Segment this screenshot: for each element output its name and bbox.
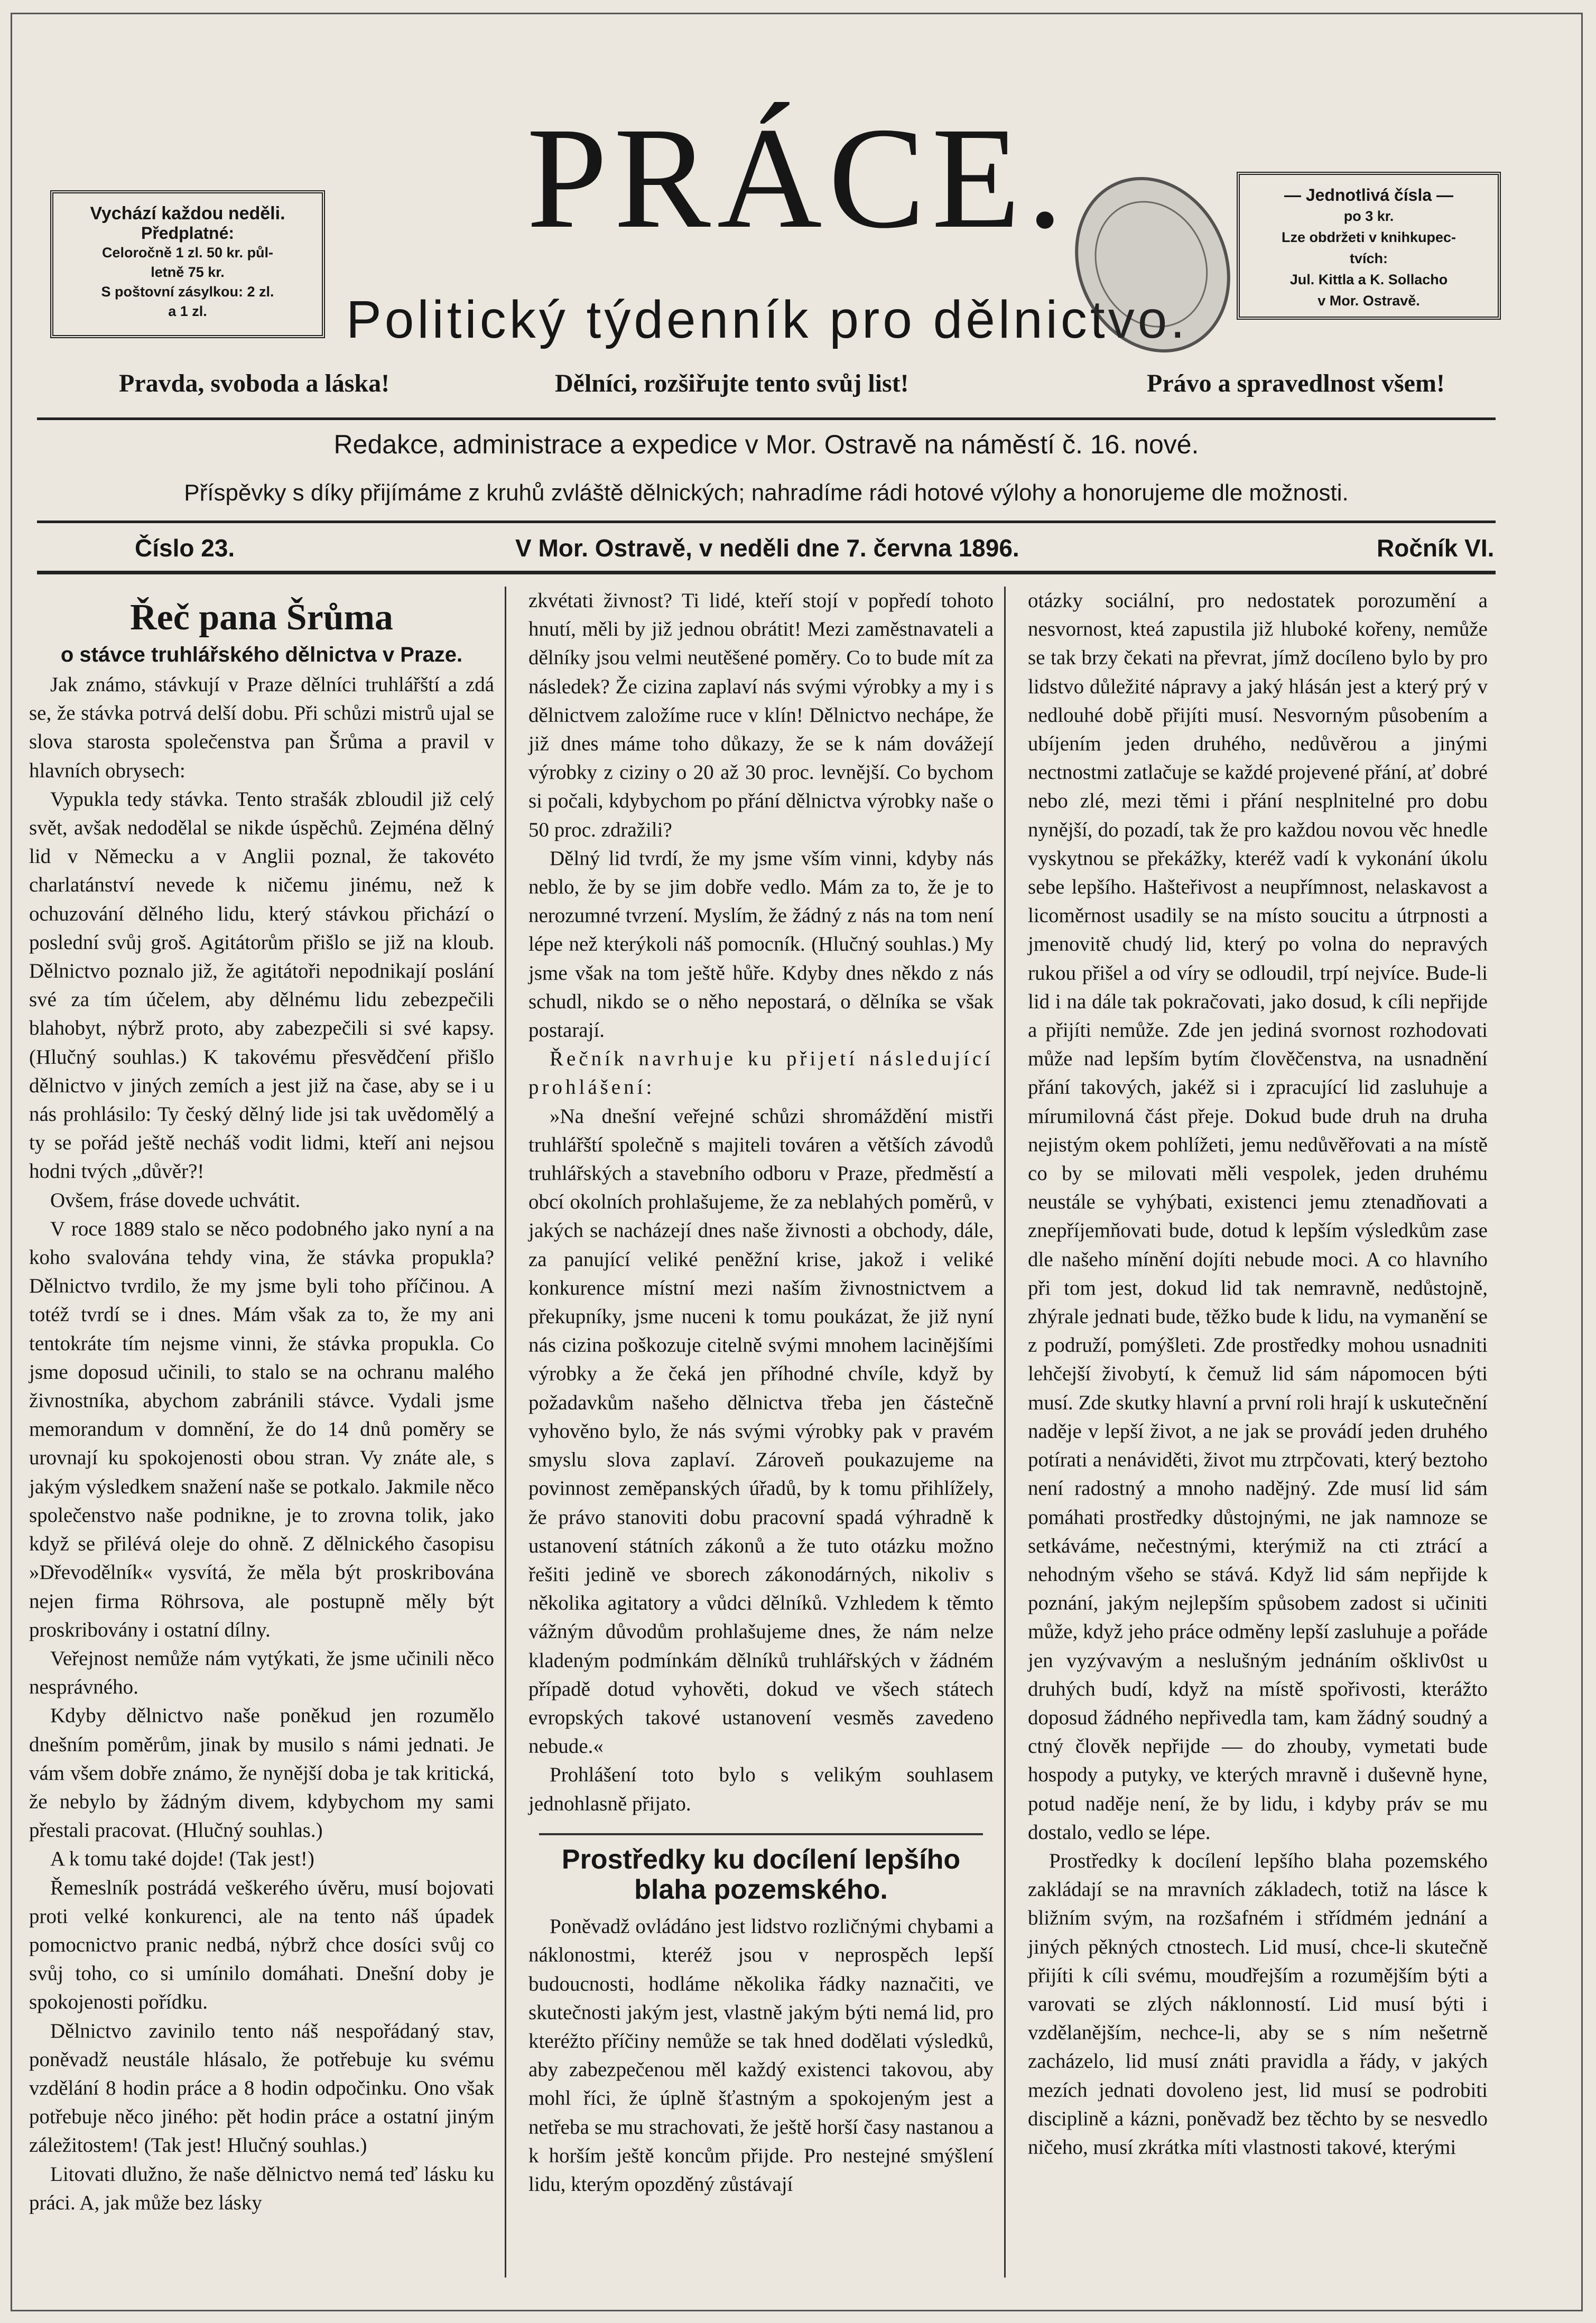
article-paragraph: Dělnictvo zavinilo tento náš nespořádaný stav, poněvadž neustále hlásalo, že potřebuje ku svému vzdělání 8 hodin práce a 8 hodin odpočinku. Ono však potřebuje něco jiného: pět hodin práce a ostatní jiným záležitostem! (Tak jest! Hlučný souhlas.) [29, 2019, 494, 2157]
article-paragraph: A k tomu také dojde! (Tak jest!) [50, 1847, 314, 1871]
article-paragraph: Prostředky k docílení lepšího blaha pozemského zakládají se na mravních základech, totiž na lásce k bližním svým, na rozšafném i střídmém jednání a jiných pěkných ctnostech. Lid musí, chce-li skutečně přijíti k cíli svému, moudřejším a rozumějším býti a varovati se zlých náklonností. Lid musí býti i vzdělanějším, nechce-li, aby se s ním nešetrně zacházelo, lid musí znáti pravidla a řády, v jakých mezích jednati dovoleno jest, lid musí se podrobiti disciplině a kázni, poněvadž bez těchto by se nesvedlo ničeho, musí zkrátka míti vlastnosti takové, kterými [1028, 1849, 1488, 2159]
article-paragraph: V roce 1889 stalo se něco podobného jako nyní a na koho svalována tehdy vina, že stávka propukla? Dělnictvo tvrdilo, že my jsme byli toho příčinou. A totéž tvrdí se i dnes. Mám však za to, že my ani tentokráte tím nejsme vinni, že stávka propukla. Co jsme doposud učinili, to stalo se na ochranu malého živnostníka, abychom zabránili stávce. Vydali jsme memorandum v domnění, že do 14 dnů poměry se urovnají ku spokojenosti obou stran. Vy znáte ale, s jakým výsledkem snažení naše se potkalo. Jakmile něco společenstvo naše podnikne, je to zrovna tolik, jako když se přilévá oleje do ohně. Z dělnického časopisu »Dřevodělník« vysvítá, že měla být proskribována nejen firma Röhrsova, ale postupně měly být proskribovány i ostatní dílny. [29, 1217, 494, 1641]
article-subtitle: o stávce truhlářského dělnictva v Praze. [60, 643, 463, 666]
dateline-rule-top [37, 521, 1496, 523]
article-paragraph: Litovati dlužno, že naše dělnictvo nemá teď lásku ku práci. A, jak může bez lásky [29, 2162, 494, 2214]
column-separator [1004, 587, 1006, 2278]
editorial-address: Redakce, administrace a expedice v Mor. Ostravě na náměstí č. 16. nové. [333, 430, 1199, 459]
subscription-line: letně 75 kr. [151, 264, 225, 280]
subscription-line: S poštovní zásylkou: 2 zl. [101, 284, 274, 300]
masthead-subtitle: Politický týdenník pro dělnictvo. [346, 290, 1189, 349]
single-copy-line: v Mor. Ostravě. [1317, 293, 1420, 309]
subscription-line: Celoročně 1 zl. 50 kr. půl- [101, 245, 274, 261]
header-rule [37, 417, 1496, 420]
article-paragraph: Ovšem, fráse dovede uchvátit. [50, 1188, 301, 1212]
article-paragraph: Dělný lid tvrdí, že my jsme vším vinni, kdyby nás neblo, že by se jim dobře vedlo. Mám za to, že je to nerozumné tvrzení. Myslím, že žádný z nás na tom není lépe než kterýkoli náš pomocník. (Hlučný souhlas.) My jsme však na tom ještě hůře. Kdyby dnes někdo z nás schudl, nikdo se o něho nepostará, o dělníka se však postarají. [528, 847, 994, 1042]
article-title: Prostředky ku docílení lepšího blaha pozemského. [561, 1844, 961, 1905]
single-copy-line: — Jednotlivá čísla — [1284, 185, 1454, 205]
slogan-right: Právo a spravedlnost všem! [1147, 369, 1445, 397]
issue-number: Číslo 23. [135, 534, 235, 562]
subscription-line: Vychází každou neděli. [90, 203, 285, 224]
article-paragraph: Řečník navrhuje ku přijetí následující prohlášení: [528, 1047, 994, 1099]
article-paragraph: Kdyby dělnictvo naše poněkud jen rozumělo dnešním poměrům, jinak by musilo s námi jednati. Je vám všem dobře známo, že nynější doba je tak kritická, že nebylo by žádným divem, kdybychom my sami přestali pracovat. (Hlučný souhlas.) [29, 1704, 494, 1842]
article-paragraph: Jak známo, stávkují v Praze dělníci truhlářští a zdá se, že stávka potrvá delší dobu. Při schůzi mistrů ujal se slova starosta společenstva pan Šrůma a pravil v hlavních obrysech: [29, 673, 494, 782]
masthead-title: PRÁCE. [526, 98, 1070, 258]
subscription-box [50, 190, 325, 338]
article-paragraph: Poněvadž ovládáno jest lidstvo rozličnými chybami a náklonostmi, kteréž jsou v neprospěch lepší budoucnosti, hodláme několika řádky naznačiti, ve skutečnosti jakým jest, vlastně jakým býti nemá lid, pro kteréžto příčiny nemůže se tak hned dodělati výsledků, aby zabezpečenou měl každý existenci takovou, aby mohl říci, že úplně šťastným a spokojeným jest a netřeba se mu strachovati, že ještě horší časy nastanou a k horším ještě koncům přijde. Pro nestejné smýšlení lidu, kterým opozděný zůstávají [528, 1915, 994, 2196]
slogan-center: Dělníci, rozšiřujte tento svůj list! [555, 369, 909, 397]
article-paragraph: zkvétati živnost? Ti lidé, kteří stojí v popředí tohoto hnutí, měli by již jednou obrátit! Mezi zaměstnavateli a dělníky jsou velmi neutěšené poměry. Co to bude mít za následek? Že cizina zaplaví nás svými výrobky a my i s dělnictvem založíme ruce v klín! Dělnictvo nechápe, že již dnes máme toho důkazy, že se k nám dovážejí výrobky z ciziny o 20 až 30 proc. levnější. Co bychom si počali, kdybychom po přání dělnictva výrobky naše o 50 proc. zdražili? [528, 589, 994, 841]
article-paragraph: Řemeslník postrádá veškerého úvěru, musí bojovati proti velké konkurenci, ale na tento náš úpadek pomocnictvo pranic nedbá, nýbrž chce dosíci svůj co svůj toho, co si umínilo domáhati. Dnešní doby je spokojenosti pořídku. [29, 1876, 494, 2014]
column-2 [528, 587, 994, 2199]
article-paragraph: otázky sociální, pro nedostatek porozumění a nesvornost, kteá zapustila již hluboké kořeny, nemůže se tak brzy čekati na převrat, jímž docíleno bylo by pro lidstvo důležité nápravy a jaký hlásán jest a který prý v nedlouhé době přijíti musí. Nesvorným působením a ubíjením jeden druhého, nedůvěrou a jinými nectnostmi zatlačuje se každé projevené přání, ať dobré nebo zlé, mezi těmi i přání nesplnitelné pro dobu nynější, do pozadí, tak že pro každou novou věc hnedle vyskytnou se překážky, kteréž vadí k vykonání úkolu sebe lepšího. Hašteřivost a neupřímnost, nelaskavost a licoměrnost usadily se na místo soucitu a útrpnosti a jmenovitě chudý lid, který po volna do nepravých rukou přišel a od víry se odloudil, trpí nejvíce. Bude-li lid i na dále tak pokračovati, jako dosud, k cíli nepřijde a přijíti nemůže. Zde jen jediná svornost rozhodovati může nad lepším bytím člověčenstva, na usnadnění přání takových, jakéž si i zpracující lid zasluhuje a mírumilovná část přeje. Dokud bude druh na druha nejistým okem pohlížeti, jemu nedůvěřovati a na místě co by se milovati měli vespolek, jeden druhému neustále se vyhýbati, existenci jemu ztenadňovati a znepříjemňovati bude, dotud k lepším výsledkům zase dle našeho mínění dojíti nebude moci. A co hlavního při tom jest, dokud lid tak nemravně, nedůstojně, zhýrale jednati bude, těžko bude k lidu, na vymanění se z podruží, pomýšleti. Zde prostředky mohou usnadniti lehčejší živobytí, k čemuž lid sám nápomocen býti musí. Zde skutky hlavní a první roli hrají k uskutečnění naděje v lepší život, a ne jak se provádí jeden druhého potírati a nenáviděti, život mu ztrpčovati, který beztoho není radostný a mnoho nadějný. Zde musí lid sám pomáhati prostředky důstojnými, ne jak namnoze se setkáváme, nečestnými, kterýmiž na cti ztrácí a nehodným všeho se stává. Když lid sám nepřijde k poznání, jakým nejlepším spůsobem zadost si učiniti může, když jeho práce odměny lepší zasluhuje a pořáde jen vyzývavým a neslušným jednáním oškliv0st u druhých budí, když na místě spořivosti, kterážto doposud žádného nepřivedla tam, kam žádný soudný a ctný člověk nepřijde — do zhouby, vymetati bude hospody a putyky, ve kterých mravně i duševně hyne, potud naděje není, že by lidu, i kdyby práv se mu dostalo, vedlo se lépe. [1028, 589, 1488, 1844]
single-copy-line: tvích: [1349, 250, 1388, 266]
contributions-note: Příspěvky s díky přijímáme z kruhů zvláště dělnických; nahradíme rádi hotové výlohy a honorujeme dle možnosti. [184, 480, 1349, 506]
subscription-line: Předplatné: [141, 224, 235, 243]
subscription-line: a 1 zl. [168, 303, 207, 319]
slogan-left: Pravda, svoboda a láska! [119, 369, 390, 397]
single-copy-line: po 3 kr. [1343, 208, 1394, 224]
article-divider [539, 1833, 983, 1835]
single-copy-box [1237, 172, 1501, 320]
single-copy-line: Lze obdržeti v knihkupec- [1281, 229, 1456, 245]
article-paragraph: »Na dnešní veřejné schůzi shromáždění mistři truhlářští společně s majiteli továren a větších závodů truhlářských a stavebního odboru v Praze, předměstí a obcí okolních prohlašujeme, že za neblahých poměrů, v jakých se nacházejí dnes naše živnosti a obchody, dále, za panující veliké peněžní krise, jakož i veliké konkurence místní mezi naším živnostnictvem a překupníky, jsme nuceni k tomu poukázat, že již nyní nás cizina poškozuje citelně svými mnohem lacinějšími výrobky a že čeká jen příhodné chvíle, když by požadavkům našeho dělnictva třeba jen částečně vyhověno bylo, že nás svými výrobky pak v pravém smyslu slova zaplaví. Zároveň poukazujeme na povinnost zeměpanských úřadů, by k tomu přihlížely, že právo stanoviti dobu pracovní spadá výhradně k ustanovení státních zákonů a že tuto otázku možno řešiti jedině ve sborech zákonodárných, nikoliv s několika agitatory a vůdci dělníků. Vzhledem k těmto vážným důvodům prohlašujeme dnes, že nám nelze kladeným podmínkám dělníků truhlářských v žádném případě dotud vyhověti, dokud ve všech státech evropských takové ustanovení vesměs zavedeno nebude.« [528, 1104, 994, 1758]
column-1 [29, 587, 494, 2217]
dateline-rule-bottom [37, 571, 1496, 574]
issue-year: Ročník VI. [1377, 534, 1495, 562]
article-paragraph: Vypukla tedy stávka. Tento strašák zbloudil již celý svět, avšak nedodělal se nikde úspěchů. Zejména dělný lid v Německu a v Anglii poznal, že takovéto charlatánství nevede k ničemu jinému, než k ochuzování dělného lidu, který stávkou přichází o poslední svůj groš. Agitátorům přišlo se již na kloub. Dělnictvo poznalo již, že agitátoři nepodnikají poslání své za tím účelem, aby dělnému lidu zebezpečili blahobyt, nýbrž proto, aby zabezpečili si své kapsy. (Hlučný souhlas.) K takovému přesvědčení přišlo dělnictvo v jiných zemích a jest již na čase, aby se i u nás prohlásilo: Ty český dělný lide jsi tak uvědomělý a ty se pořád ještě necháš vodit lidmi, kteří ani nejsou hodni tvých „důvěr?! [29, 787, 494, 1183]
article-title: Řeč pana Šrůma [130, 597, 393, 638]
issue-date: V Mor. Ostravě, v neděli dne 7. června 1896. [515, 534, 1019, 562]
article-paragraph: Prohlášení toto bylo s velikým souhlasem jednohlasně přijato. [528, 1763, 994, 1815]
column-separator [505, 587, 506, 2278]
column-3 [1028, 587, 1488, 2162]
single-copy-line: Jul. Kittla a K. Sollacho [1289, 272, 1448, 287]
article-paragraph: Veřejnost nemůže nám vytýkati, že jsme učinili něco nesprávného. [29, 1647, 494, 1699]
